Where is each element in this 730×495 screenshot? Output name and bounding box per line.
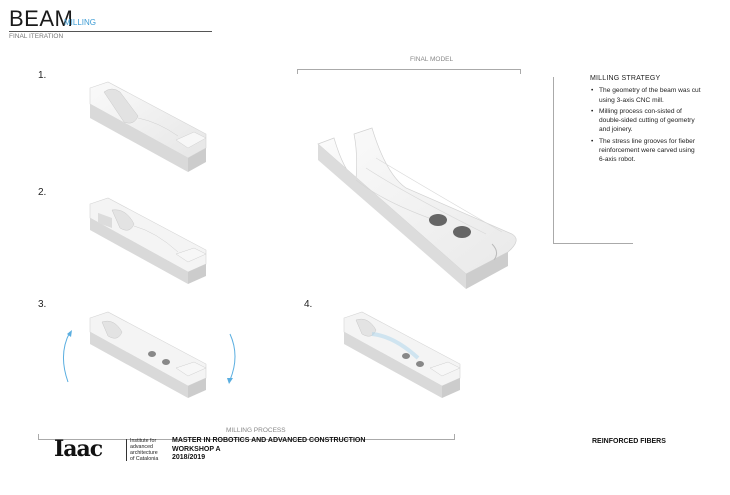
year-label: 2018/2019 <box>172 454 206 462</box>
strategy-list <box>590 86 702 164</box>
logo-subtext-line: architecture <box>130 450 158 456</box>
bullet-icon: • <box>591 137 594 145</box>
strategy-heading: MILLING STRATEGY <box>590 75 661 82</box>
iteration-label: FINAL ITERATION <box>9 33 64 40</box>
final-model-label: FINAL MODEL <box>410 56 454 63</box>
strategy-item <box>590 137 702 165</box>
step-4-render <box>322 306 492 406</box>
final-model-bracket <box>297 69 521 74</box>
strategy-item <box>590 86 702 105</box>
logo-subtext-line: advanced <box>130 444 153 450</box>
step-number-4: 4. <box>304 299 313 310</box>
iaac-logo: Iaac <box>54 436 103 462</box>
step-1-render <box>68 78 238 182</box>
strategy-item-text: The stress line grooves for fieber reinforcement were carved using 6-axis robot. <box>599 137 696 164</box>
logo-subtext-line: Institute for <box>130 438 157 444</box>
logo-separator <box>126 439 127 461</box>
title-underline <box>9 31 212 32</box>
page-title: BEAM <box>9 6 74 31</box>
strategy-divider <box>553 77 554 243</box>
strategy-rule <box>553 243 633 244</box>
strategy-item-text: The geometry of the beam was cut using 3-axis CNC mill. <box>599 87 701 104</box>
step-2-render <box>68 192 238 292</box>
step-3-render <box>58 306 242 406</box>
page-subtitle: MILLING <box>64 18 97 27</box>
workshop-label: WORKSHOP A <box>172 445 221 453</box>
program-info <box>172 437 365 463</box>
milling-process-label: MILLING PROCESS <box>226 427 286 434</box>
step-number-3: 3. <box>38 299 47 310</box>
final-model-render <box>296 84 556 294</box>
project-title: REINFORCED FIBERS <box>592 438 666 445</box>
milling-strategy-panel <box>590 74 702 167</box>
step-number-1: 1. <box>38 70 47 81</box>
strategy-item-text: Milling process con-sisted of double-sided cutting of geometry and joinery. <box>599 107 695 134</box>
bullet-icon: • <box>591 107 594 115</box>
logo-subtext-line: of Catalonia <box>130 456 159 462</box>
program-title: MASTER IN ROBOTICS AND ADVANCED CONSTRUCTION <box>172 437 366 444</box>
step-number-2: 2. <box>38 187 47 198</box>
strategy-item <box>590 107 702 135</box>
bullet-icon: • <box>591 87 594 95</box>
